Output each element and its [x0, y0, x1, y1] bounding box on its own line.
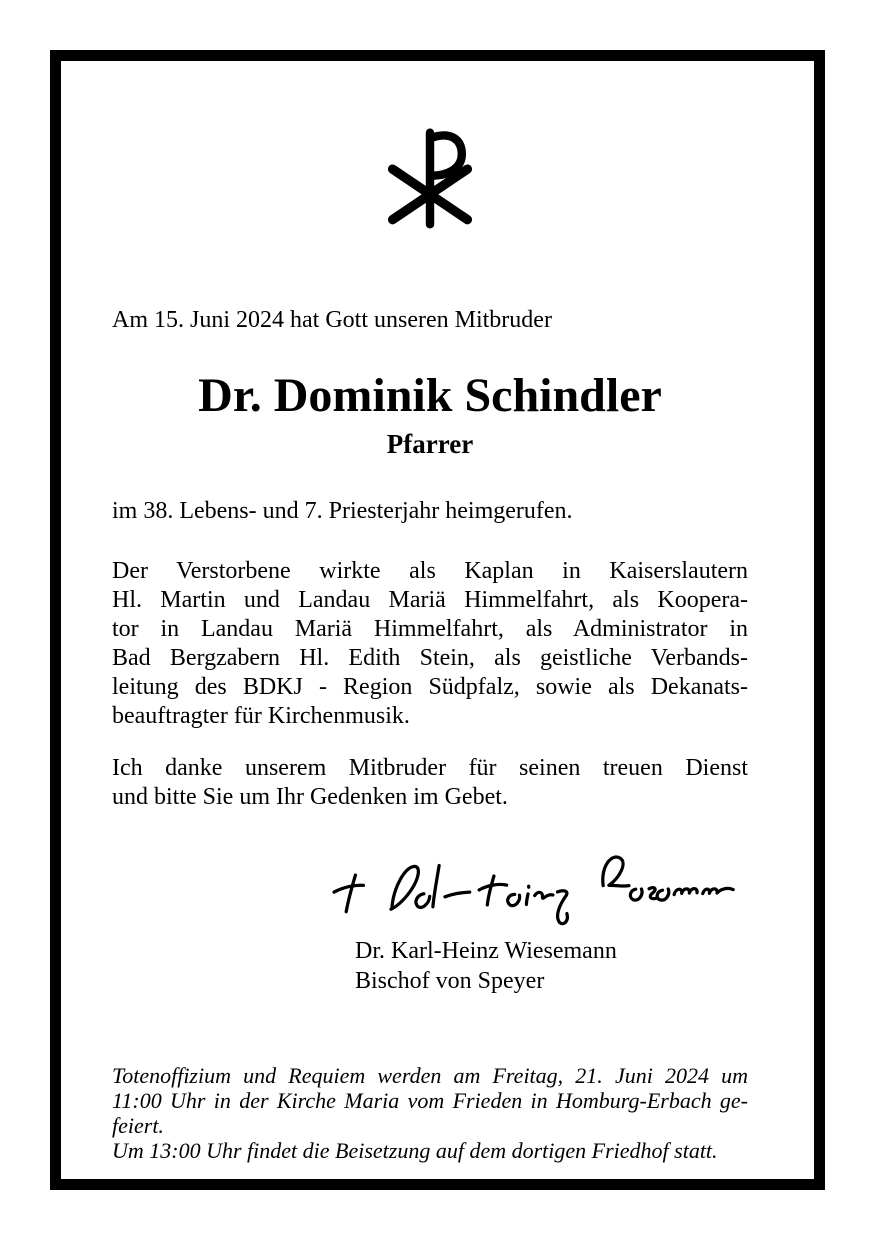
signature-printed-title: Bischof von Speyer [355, 968, 545, 994]
memorial-card-content [61, 61, 814, 1179]
deceased-role: Pfarrer [386, 429, 474, 459]
signature-printed-name: Dr. Karl-Heinz Wiesemann [355, 938, 617, 964]
biography-line: Bad Bergzabern Hl. Edith Stein, als geistliche Verbands- [112, 645, 748, 671]
biography-line: Der Verstorbene wirkte als Kaplan in Kaiserslautern [112, 558, 748, 584]
biography-line: tor in Landau Mariä Himmelfahrt, als Administrator in [112, 616, 748, 642]
memorial-card-frame [50, 50, 825, 1190]
funeral-notice [112, 1063, 748, 1163]
thanks-line: und bitte Sie um Ihr Gedenken im Gebet. [112, 784, 508, 810]
funeral-line: 11:00 Uhr in der Kirche Maria vom Frieden in Homburg-Erbach ge- [112, 1088, 748, 1113]
biography-line: Hl. Martin und Landau Mariä Himmelfahrt, als Koopera- [112, 587, 748, 613]
biography-paragraph [112, 557, 748, 731]
signature-printed-block [355, 936, 748, 996]
funeral-line: Um 13:00 Uhr findet die Beisetzung auf dem dortigen Friedhof statt. [112, 1138, 718, 1163]
intro-line: Am 15. Juni 2024 hat Gott unseren Mitbruder [112, 307, 552, 333]
thanks-paragraph [112, 754, 748, 812]
thanks-line: Ich danke unserem Mitbruder für seinen treuen Dienst [112, 755, 748, 781]
funeral-line: Totenoffizium und Requiem werden am Freitag, 21. Juni 2024 um [112, 1063, 748, 1088]
signature-handwriting [317, 850, 737, 936]
chi-rho-icon [385, 128, 475, 229]
funeral-line: feiert. [112, 1113, 164, 1138]
biography-line: beauftragter für Kirchenmusik. [112, 703, 410, 729]
deceased-name: Dr. Dominik Schindler [198, 369, 662, 422]
biography-line: leitung des BDKJ - Region Südpfalz, sowie als Dekanats- [112, 674, 748, 700]
heimgerufen-line: im 38. Lebens- und 7. Priesterjahr heimgerufen. [112, 498, 573, 524]
